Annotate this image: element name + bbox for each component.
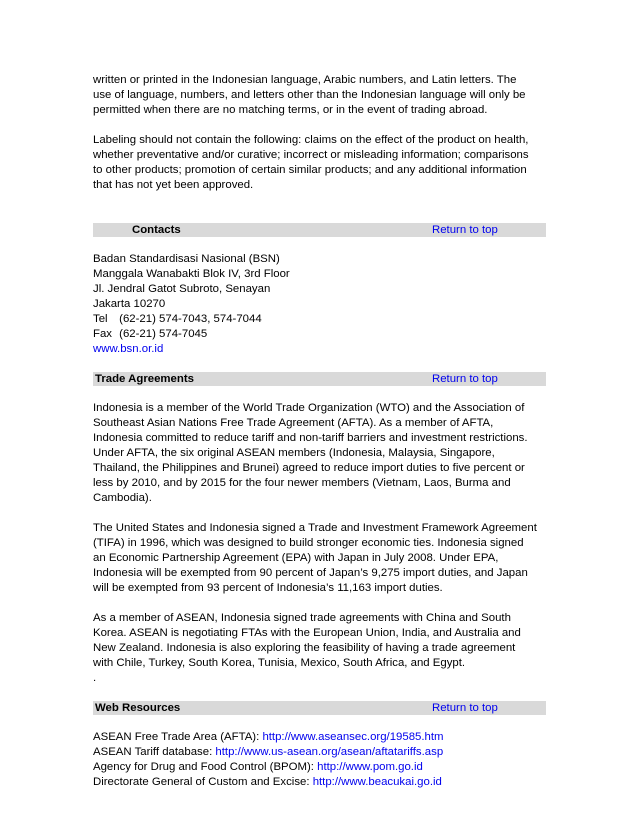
text-line: Cambodia). (93, 492, 152, 504)
text-line: less by 2010, and by 2015 for the four newer members (Vietnam, Laos, Burma and (93, 477, 511, 489)
trade-paragraph-3 (93, 611, 546, 686)
trade-section-header (93, 372, 546, 386)
fax-value: (62-21) 574-7045 (119, 328, 208, 340)
contact-organization: Badan Standardisasi Nasional (BSN) (93, 253, 280, 265)
contact-fax (93, 327, 546, 342)
text-line: use of language, numbers, and letters other than the Indonesian language will only be (93, 89, 526, 101)
text-line: . (93, 672, 97, 684)
intro-paragraph (93, 73, 546, 118)
text-line: (TIFA) in 1996, which was designed to build stronger economic ties. Indonesia signed (93, 537, 524, 549)
trade-paragraph-1 (93, 401, 546, 506)
contact-address-line: Jakarta 10270 (93, 298, 166, 310)
text-line: Labeling should not contain the following: claims on the effect of the product on health, (93, 134, 529, 146)
text-line: Under AFTA, the six original ASEAN members (Indonesia, Malaysia, Singapore, (93, 447, 495, 459)
text-line: New Zealand. Indonesia is also exploring the feasibility of having a trade agreement (93, 642, 516, 654)
text-line: Korea. ASEAN is negotiating FTAs with the European Union, India, and Australia and (93, 627, 521, 639)
text-line: Indonesia will be exempted from 90 percent of Japan’s 9,275 import duties, and Japan (93, 567, 528, 579)
list-item (93, 775, 546, 790)
contact-address-line: Jl. Jendral Gatot Subroto, Senayan (93, 283, 271, 295)
text-line: Indonesia is a member of the World Trade Organization (WTO) and the Association of (93, 402, 525, 414)
tel-value: (62-21) 574-7043, 574-7044 (119, 313, 262, 325)
resource-label: ASEAN Free Trade Area (AFTA): (93, 731, 263, 743)
contacts-block (93, 252, 546, 357)
text-line: whether preventative and/or curative; incorrect or misleading information; comparisons (93, 149, 529, 161)
text-line: Southeast Asian Nations Free Trade Agreement (AFTA). As a member of AFTA, (93, 417, 494, 429)
return-to-top-link[interactable]: Return to top (432, 373, 498, 385)
resource-label: ASEAN Tariff database: (93, 746, 216, 758)
contacts-section-header (93, 223, 546, 237)
contacts-heading: Contacts (132, 224, 181, 236)
labeling-paragraph (93, 133, 546, 193)
list-item (93, 760, 546, 775)
tel-label: Tel (93, 313, 108, 325)
trade-paragraph-2 (93, 521, 546, 596)
text-line: that has not yet been approved. (93, 179, 254, 191)
list-item (93, 730, 546, 745)
text-line: an Economic Partnership Agreement (EPA) with Japan in July 2008. Under EPA, (93, 552, 499, 564)
resource-link[interactable]: http://www.us-asean.org/asean/aftatariffs.asp (215, 746, 444, 758)
document-content (93, 73, 546, 790)
web-resources-list (93, 730, 546, 790)
contact-tel (93, 312, 546, 327)
text-line: will be exempted from 93 percent of Indonesia’s 11,163 import duties. (93, 582, 443, 594)
resource-label: Agency for Drug and Food Control (BPOM): (93, 761, 318, 773)
text-line: Thailand, the Philippines and Brunei) agreed to reduce import duties to five percent or (93, 462, 525, 474)
text-line: The United States and Indonesia signed a Trade and Investment Framework Agreement (93, 522, 537, 534)
text-line: to other products; promotion of certain similar products; and any additional information (93, 164, 527, 176)
text-line: permitted when there are no matching terms, or in the event of trading abroad. (93, 104, 488, 116)
web-section-header (93, 701, 546, 715)
resource-link[interactable]: http://www.pom.go.id (317, 761, 423, 773)
fax-label: Fax (93, 328, 112, 340)
resource-link[interactable]: http://www.aseansec.org/19585.htm (262, 731, 444, 743)
resource-label: Directorate General of Custom and Excise: (93, 776, 313, 788)
resource-link[interactable]: http://www.beacukai.go.id (312, 776, 442, 788)
text-line: As a member of ASEAN, Indonesia signed trade agreements with China and South (93, 612, 511, 624)
web-heading: Web Resources (95, 702, 181, 714)
trade-heading: Trade Agreements (95, 373, 194, 385)
text-line: with Chile, Turkey, South Korea, Tunisia, Mexico, South Africa, and Egypt. (93, 657, 466, 669)
return-to-top-link[interactable]: Return to top (432, 702, 498, 714)
contact-address-line: Manggala Wanabakti Blok IV, 3rd Floor (93, 268, 290, 280)
text-line: Indonesia committed to reduce tariff and non-tariff barriers and investment restrictions. (93, 432, 528, 444)
return-to-top-link[interactable]: Return to top (432, 224, 498, 236)
text-line: written or printed in the Indonesian language, Arabic numbers, and Latin letters. The (93, 74, 517, 86)
list-item (93, 745, 546, 760)
contact-website-link[interactable]: www.bsn.or.id (93, 343, 164, 355)
